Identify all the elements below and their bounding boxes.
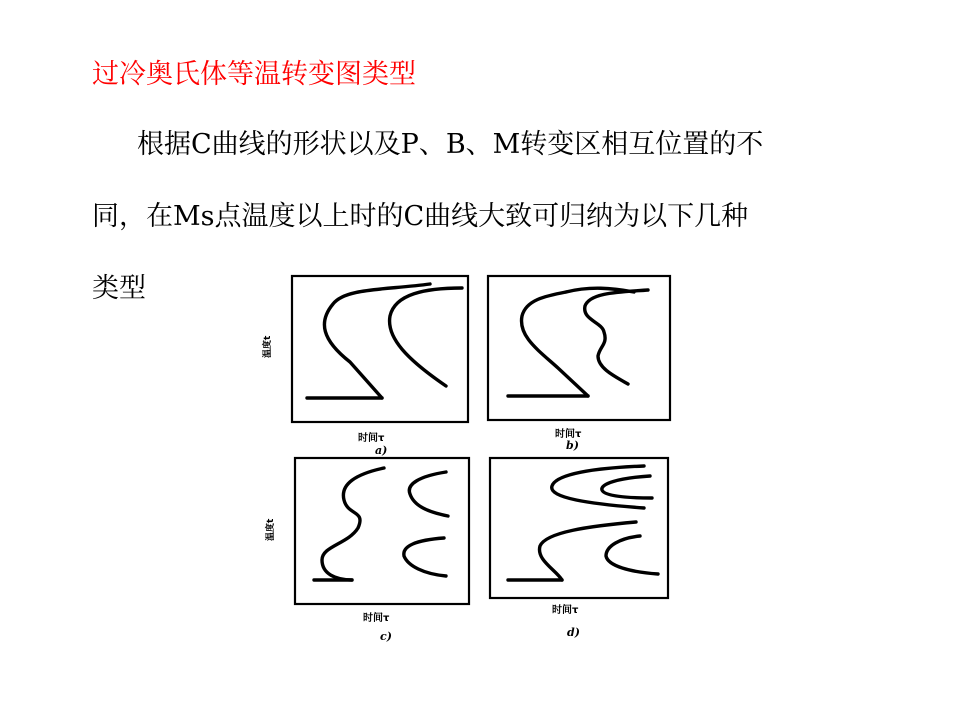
panel-c-frame xyxy=(295,458,469,604)
panel-a-frame xyxy=(292,276,468,422)
panel-a xyxy=(292,276,468,422)
panel-b-sub-label: b) xyxy=(566,439,579,452)
panel-c-curve-2 xyxy=(409,472,448,516)
panel-d-curve-3 xyxy=(539,522,636,580)
panel-b-x-label: 时间τ xyxy=(555,429,582,440)
panel-c-curve-3 xyxy=(404,538,446,576)
panel-a-sub-label: a) xyxy=(375,444,388,457)
y-axis-label-top: 温度t xyxy=(263,335,273,358)
panel-b-curve-1 xyxy=(521,292,588,396)
paragraph-line: 同，在Ms点温度以上时的C曲线大致可归纳为以下几种 xyxy=(92,201,749,232)
panel-d xyxy=(490,458,668,598)
panel-c-sub-label: c) xyxy=(380,630,392,643)
y-axis-label-bottom: 温度t xyxy=(266,518,276,541)
panel-a-curve-1 xyxy=(324,284,430,398)
panel-d-x-label: 时间τ xyxy=(552,605,579,616)
panel-b-curve-2 xyxy=(585,290,648,384)
paragraph-line: 根据C曲线的形状以及P、B、M转变区相互位置的不 xyxy=(137,129,764,160)
paragraph-line: 类型 xyxy=(92,273,146,304)
panel-b xyxy=(488,276,670,420)
panel-c xyxy=(295,458,469,604)
panel-d-curve-2 xyxy=(602,476,652,498)
panel-d-sub-label: d) xyxy=(567,626,580,639)
panel-d-curve-4 xyxy=(606,536,658,574)
panel-c-curve-1 xyxy=(322,468,384,580)
panel-d-curve-1 xyxy=(552,466,644,508)
panel-a-curve-2 xyxy=(390,288,462,386)
slide-title: 过冷奥氏体等温转变图类型 xyxy=(92,59,416,90)
panel-b-frame xyxy=(488,276,670,420)
panel-a-x-label: 时间τ xyxy=(358,433,385,444)
panel-c-x-label: 时间τ xyxy=(363,613,390,624)
